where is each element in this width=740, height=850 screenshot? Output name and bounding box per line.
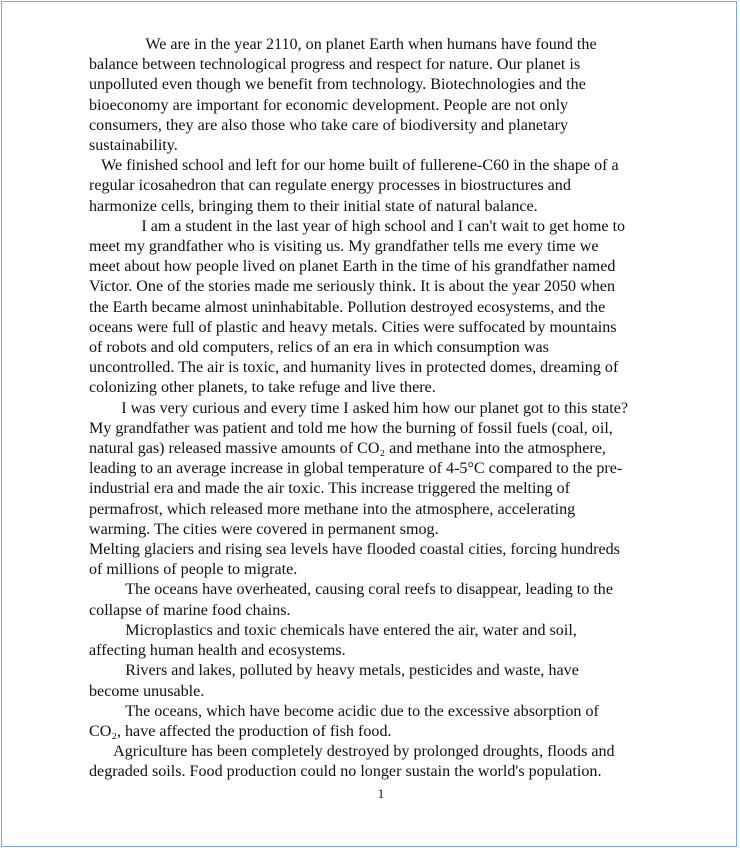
document-page xyxy=(1,1,737,847)
document-body xyxy=(89,35,679,783)
paragraph-melting-glaciers: Melting glaciers and rising sea levels have flooded coastal cities, forcing hundreds of millions of people to migrate. xyxy=(89,541,620,579)
paragraph-agriculture: Agriculture has been completely destroyed by prolonged droughts, floods and degraded soils. Food production could no longer sustain the world's population. xyxy=(89,743,615,781)
page-number: 1 xyxy=(377,786,385,801)
paragraph-grandfather-story: I am a student in the last year of high school and I can't wait to get home to meet my grandfather who is visiting us. My grandfather tells me every time we meet about how people lived on planet Earth in the time of his grandfather named Victor. One of the stories made me seriously think. It is about the year 2050 when the Earth became almost uninhabitable. Pollution destroyed ecosystems, and the oceans were full of plastic and heavy metals. Cities were suffocated by mountains of robots and old computers, relics of an era in which consumption was uncontrolled. The air is toxic, and humanity lives in protected domes, dreaming of colonizing other planets, to take refuge and live there. xyxy=(89,217,626,397)
paragraph-year-2110: We are in the year 2110, on planet Earth when humans have found the balance between technological progress and respect for nature. Our planet is unpolluted even though we benefit from technology. Biotechnologies and the bioeconomy are important for economic development. People are not only consumers, they are also those who take care of biodiversity and planetary sustainability. xyxy=(89,36,597,155)
paragraph-acidic-oceans: The oceans, which have become acidic due to the excessive absorption of CO₂, have affected the production of fish food. xyxy=(89,702,599,740)
paragraph-fullerene-home: We finished school and left for our home built of fullerene-C60 in the shape of a regular icosahedron that can regulate energy processes in biostructures and harmonize cells, bringing them to their initial state of natural balance. xyxy=(89,157,619,215)
paragraph-microplastics: Microplastics and toxic chemicals have entered the air, water and soil, affecting human health and ecosystems. xyxy=(89,621,577,660)
paragraph-fossil-fuels: I was very curious and every time I asked him how our planet got to this state? My grandfather was patient and told me how the burning of fossil fuels (coal, oil, natural gas) released massive amounts of CO₂ and methane into the atmosphere, leading to an average increase in global temperature of 4-5°C compared to the pre- industrial era and made the air toxic. This increase triggered the melting of permafrost, which released more methane into the atmosphere, accelerating warming. The cities were covered in permanent smog. xyxy=(89,399,629,538)
paragraph-rivers-lakes: Rivers and lakes, polluted by heavy metals, pesticides and waste, have become unusable. xyxy=(89,662,579,700)
paragraph-overheated-oceans: The oceans have overheated, causing coral reefs to disappear, leading to the collapse of marine food chains. xyxy=(89,581,613,619)
